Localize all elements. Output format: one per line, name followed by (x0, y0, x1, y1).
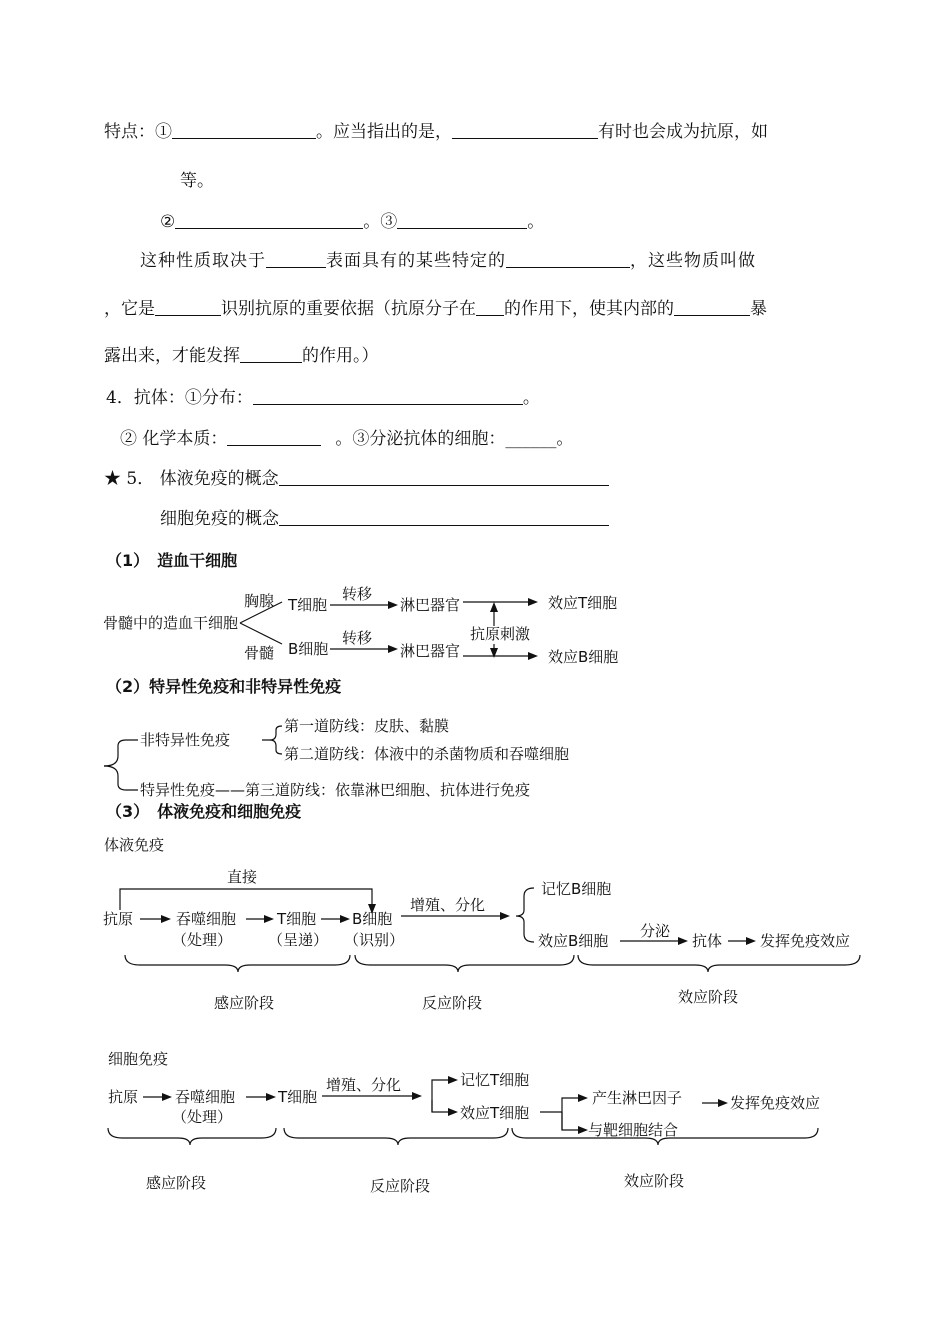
phagocyte-label: 吞噬细胞 (175, 1088, 236, 1106)
cellular-title: 细胞免疫 (108, 1050, 169, 1068)
humoral-title: 体液免疫 (104, 836, 165, 854)
marrow-label: 骨髓 (244, 644, 275, 662)
question-4-line-2: ② 化学本质： 。③分泌抗体的细胞：______。 (120, 429, 574, 449)
lymph-organ-label-1: 淋巴器官 (400, 596, 461, 614)
reaction-stage-label: 反应阶段 (370, 1177, 431, 1195)
immune-effect-label: 发挥免疫效应 (760, 932, 851, 950)
tcell-label: T细胞 (288, 596, 328, 614)
blank (397, 212, 527, 229)
blank (266, 251, 326, 268)
transfer-label-2: 转移 (342, 629, 373, 647)
blank (175, 212, 363, 229)
proliferation-label: 增殖、分化 (410, 896, 486, 914)
blank (452, 122, 598, 139)
blank (172, 122, 316, 139)
question-5-line-1: ★ 5． 体液免疫的概念 (104, 468, 609, 490)
blank (279, 509, 609, 526)
tcell-label: T细胞 (277, 910, 317, 928)
phagocyte-sub: （处理） (172, 931, 233, 949)
blank (240, 346, 302, 363)
antigen-label: 抗原 (108, 1088, 139, 1106)
stem-cell-label: 骨髓中的造血干细胞 (103, 614, 239, 632)
text-line-5: ，它是 识别抗原的重要依据（抗原分子在 的作用下，使其内部的 暴 (104, 299, 767, 319)
bcell-label: B细胞 (288, 640, 329, 658)
target-cell-label: 与靶细胞结合 (588, 1121, 679, 1139)
blank (155, 299, 221, 316)
blank (227, 429, 321, 446)
text-line-4: 这种性质取决于 表面具有的某些特定的 ，这些物质叫做 (140, 251, 756, 271)
blank (279, 469, 609, 486)
effector-stage-label: 效应阶段 (678, 988, 739, 1006)
phagocyte-label: 吞噬细胞 (176, 910, 237, 928)
induction-stage-label: 感应阶段 (214, 994, 275, 1012)
first-defense-line: 第一道防线：皮肤、黏膜 (284, 717, 450, 735)
thymus-label: 胸腺 (244, 592, 275, 610)
specific-immunity-line: 特异性免疫——第三道防线：依靠淋巴细胞、抗体进行免疫 (140, 781, 531, 799)
induction-stage-label: 感应阶段 (146, 1174, 207, 1192)
antigen-stimulus-label: 抗原刺激 (470, 625, 531, 643)
antigen-label: 抗原 (103, 910, 134, 928)
text-line-1: 特点：① 。应当指出的是， 有时也会成为抗原，如 (104, 122, 768, 142)
bcell-sub: （识别） (344, 931, 405, 949)
effector-t-label: 效应T细胞 (548, 594, 618, 612)
text-line-2: 等。 (180, 171, 214, 191)
section-heading-3: （3） 体液免疫和细胞免疫 (106, 802, 302, 821)
phagocyte-sub: （处理） (172, 1108, 233, 1126)
section-heading-2: （2）特异性免疫和非特异性免疫 (106, 677, 342, 696)
blank (253, 388, 523, 405)
bcell-label: B细胞 (352, 910, 393, 928)
secrete-label: 分泌 (640, 922, 671, 940)
tcell-sub: （呈递） (268, 931, 329, 949)
second-defense-line: 第二道防线：体液中的杀菌物质和吞噬细胞 (284, 745, 570, 763)
effector-t-label: 效应T细胞 (460, 1104, 530, 1122)
blank (476, 299, 504, 316)
immune-effect-label: 发挥免疫效应 (730, 1094, 821, 1112)
proliferation-label: 增殖、分化 (326, 1076, 402, 1094)
blank (506, 251, 630, 268)
direct-label: 直接 (227, 868, 258, 886)
text-line-6: 露出来，才能发挥 的作用。） (104, 346, 379, 366)
diagram-humoral-immunity (0, 830, 950, 1020)
effector-b-label: 效应B细胞 (538, 932, 609, 950)
question-4-line-1: 4．抗体：①分布： 。 (106, 388, 540, 408)
memory-b-label: 记忆B细胞 (541, 880, 612, 898)
lymph-organ-label-2: 淋巴器官 (400, 642, 461, 660)
blank (674, 299, 750, 316)
nonspecific-label: 非特异性免疫 (140, 731, 231, 749)
tcell-label: T细胞 (278, 1088, 318, 1106)
diagram-cellular-immunity (0, 1040, 950, 1200)
antibody-label: 抗体 (692, 932, 723, 950)
text-line-3: ② 。③ 。 (160, 212, 545, 232)
question-5-line-2: 细胞免疫的概念 (160, 508, 609, 530)
effector-b-label: 效应B细胞 (548, 648, 619, 666)
reaction-stage-label: 反应阶段 (422, 994, 483, 1012)
transfer-label-1: 转移 (342, 585, 373, 603)
section-heading-1: （1） 造血干细胞 (106, 551, 238, 570)
memory-t-label: 记忆T细胞 (460, 1071, 530, 1089)
effector-stage-label: 效应阶段 (624, 1172, 685, 1190)
diagram-stem-cell (0, 580, 950, 680)
lymphokine-label: 产生淋巴因子 (592, 1089, 683, 1107)
diagram-immunity-types (0, 710, 950, 805)
